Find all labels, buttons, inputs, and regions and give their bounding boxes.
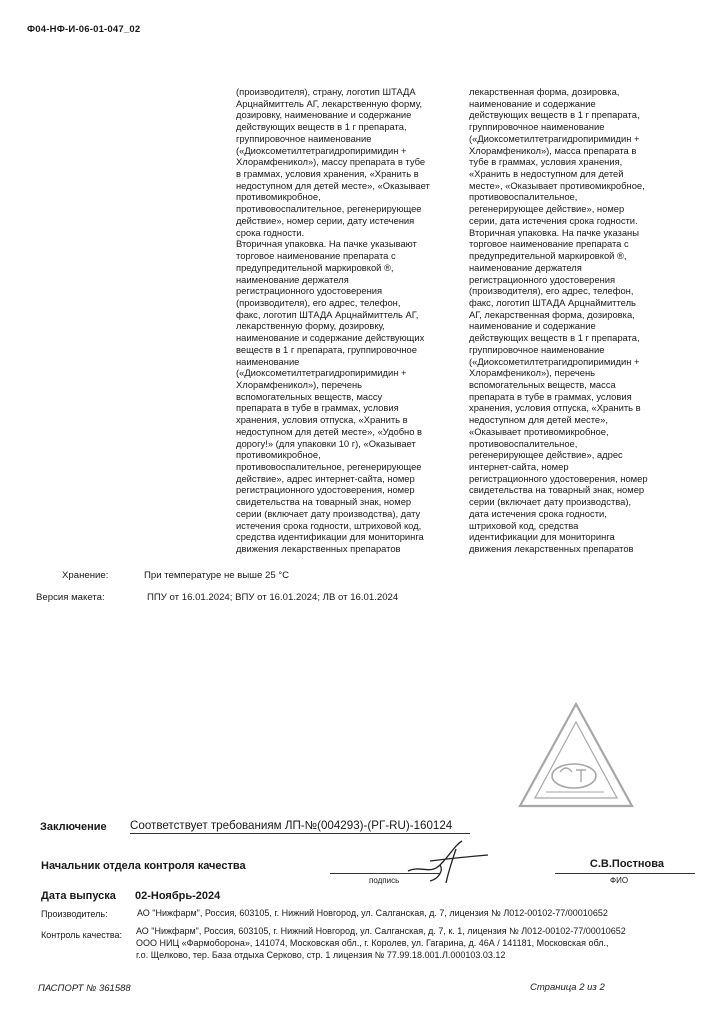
text-line: действующих веществ в 1 г препарата, bbox=[469, 332, 640, 344]
text-line: недоступном для детей месте», bbox=[469, 414, 608, 426]
otk-stamp-icon bbox=[516, 700, 636, 812]
text-line: недоступном для детей месте», «Оказывает bbox=[236, 179, 430, 191]
text-line: наименование и содержание действующих bbox=[236, 332, 425, 344]
fio-line bbox=[555, 873, 695, 874]
text-line: регистрационного удостоверения, номер bbox=[236, 484, 415, 496]
text-line: действие», номер серии, дату истечения bbox=[236, 214, 415, 226]
text-line: торговое наименование препарата с bbox=[236, 250, 396, 262]
right-column-text bbox=[469, 86, 709, 555]
text-line: дорогу!» (для упаковки 10 г), «Оказывает bbox=[236, 437, 416, 449]
text-line: регистрационного удостоверения bbox=[469, 273, 616, 285]
text-line: штриховой код, средства bbox=[469, 519, 579, 531]
manufacturer-value: АО "Нижфарм", Россия, 603105, г. Нижний Новгород, ул. Салганская, д. 7, лицензия № Л012-00102-77/00010652 bbox=[137, 908, 608, 918]
page-number: Страница 2 из 2 bbox=[530, 982, 605, 993]
left-column-text bbox=[236, 86, 476, 555]
quality-control-label: Контроль качества: bbox=[41, 930, 123, 940]
text-line: дозировку, наименование и содержание bbox=[236, 109, 412, 121]
passport-number: ПАСПОРТ № 361588 bbox=[38, 983, 131, 994]
text-line: Вторичная упаковка. На пачке указывают bbox=[236, 238, 417, 250]
text-line: наименование и содержание bbox=[469, 97, 596, 109]
signature-label: подпись bbox=[369, 876, 400, 885]
text-line: Вторичная упаковка. На пачке указаны bbox=[469, 226, 639, 238]
text-line: регенерирующее действие», адрес bbox=[469, 449, 623, 461]
text-line: «Хранить в недоступном для детей bbox=[469, 168, 624, 180]
signer-name: С.В.Постнова bbox=[589, 858, 664, 870]
text-line: действующих веществ в 1 г препарата, bbox=[469, 109, 640, 121]
text-line: торговое наименование препарата с bbox=[469, 238, 629, 250]
text-line: действующих веществ в 1 г препарата, bbox=[236, 121, 407, 133]
text-line: группировочное наименование bbox=[236, 132, 372, 144]
text-line: регистрационного удостоверения bbox=[236, 285, 383, 297]
text-line: наименование bbox=[236, 355, 300, 367]
text-line: факс, логотип ШТАДА Арцнаймиттель АГ, bbox=[236, 308, 419, 320]
text-line: препарата в тубе в граммах, условия bbox=[469, 390, 632, 402]
text-line: идентификации для мониторинга bbox=[469, 531, 615, 543]
text-line: («Диоксометилтетрагидропиримидин + bbox=[236, 144, 407, 156]
text-line: Хлорамфеникол»), перечень bbox=[236, 378, 363, 390]
text-line: Арцнаймиттель АГ, лекарственную форму, bbox=[236, 97, 423, 109]
text-line: группировочное наименование bbox=[469, 343, 605, 355]
text-line: АГ, лекарственная форма, дозировка, bbox=[469, 308, 635, 320]
text-line: действие», адрес интернет-сайта, номер bbox=[236, 472, 415, 484]
conclusion-label: Заключение bbox=[40, 821, 107, 833]
text-line: наименование держателя bbox=[236, 273, 349, 285]
text-line: факс, логотип ШТАДА Арцнаймиттель bbox=[469, 296, 636, 308]
text-line: («Диоксометилтетрагидропиримидин + bbox=[236, 367, 407, 379]
text-line: месте», «Оказывает противомикробное, bbox=[469, 179, 645, 191]
text-line: вспомогательных веществ, масса bbox=[469, 378, 616, 390]
text-line: («Диоксометилтетрагидропиримидин + bbox=[469, 355, 640, 367]
text-line: («Диоксометилтетрагидропиримидин + bbox=[469, 132, 640, 144]
storage-label: Хранение: bbox=[62, 570, 109, 581]
text-line: «Оказывает противомикробное, bbox=[469, 425, 609, 437]
text-line: препарата в тубе в граммах, условия bbox=[236, 402, 399, 414]
text-line: противовоспалительное, регенерирующее bbox=[236, 203, 422, 215]
quality-control-line: г.о. Щелково, тер. База отдыха Серково, стр. 1 лицензия № 77.99.18.001.Л.000103.03.12 bbox=[136, 950, 506, 960]
text-line: истечения срока годности, штриховой код, bbox=[236, 519, 422, 531]
text-line: серии (включает дату производства), bbox=[469, 496, 632, 508]
text-line: дата истечения срока годности, bbox=[469, 507, 607, 519]
text-line: лекарственная форма, дозировка, bbox=[469, 86, 620, 97]
handwritten-signature bbox=[400, 835, 495, 885]
text-line: противовоспалительное, bbox=[469, 191, 578, 203]
text-line: противомикробное, bbox=[236, 191, 321, 203]
text-line: интернет-сайта, номер bbox=[469, 461, 569, 472]
text-line: вспомогательных веществ, массу bbox=[236, 390, 383, 402]
text-line: серии (включает дату производства), дату bbox=[236, 507, 421, 519]
text-line: регистрационного удостоверения, номер bbox=[469, 472, 648, 484]
issue-date-value: 02-Ноябрь-2024 bbox=[135, 890, 221, 902]
text-line: движения лекарственных препаратов bbox=[469, 543, 634, 555]
text-line: предупредительной маркировкой ®, bbox=[469, 250, 627, 262]
text-line: хранения, условия отпуска, «Хранить в bbox=[469, 402, 641, 414]
document-code: Ф04-НФ-И-06-01-047_02 bbox=[27, 24, 141, 35]
qc-head-title: Начальник отдела контроля качества bbox=[41, 860, 246, 872]
text-line: группировочное наименование bbox=[469, 121, 605, 133]
text-line: предупредительной маркировкой ®, bbox=[236, 261, 394, 273]
text-line: Хлорамфеникол»), масса препарата в bbox=[469, 144, 637, 156]
text-line: хранения, условия отпуска, «Хранить в bbox=[236, 414, 408, 426]
text-line: свидетельства на товарный знак, номер bbox=[236, 496, 412, 508]
text-line: веществ в 1 г препарата, группировочное bbox=[236, 343, 417, 355]
layout-version-label: Версия макета: bbox=[36, 592, 105, 603]
text-line: свидетельства на товарный знак, номер bbox=[469, 484, 645, 496]
text-line: противовоспалительное, регенерирующее bbox=[236, 461, 422, 472]
text-line: (производителя), его адрес, телефон, bbox=[236, 296, 401, 308]
layout-version-value: ППУ от 16.01.2024; ВПУ от 16.01.2024; ЛВ от 16.01.2024 bbox=[147, 592, 399, 603]
quality-control-line: АО "Нижфарм", Россия, 603105, г. Нижний Новгород, ул. Салганская, д. 7, к. 1, лицензия № Л012-00102-77/00010652 bbox=[136, 926, 626, 936]
text-line: Хлорамфеникол»), массу препарата в тубе bbox=[236, 156, 426, 168]
text-line: срока годности. bbox=[236, 226, 305, 238]
text-line: регенерирующее действие», номер bbox=[469, 203, 625, 215]
conclusion-value: Соответствует требованиям ЛП-№(004293)-(РГ-RU)-160124 bbox=[130, 819, 470, 834]
text-line: серии, дата истечения срока годности. bbox=[469, 214, 638, 226]
text-line: Хлорамфеникол»), перечень bbox=[469, 367, 596, 379]
text-line: (производителя), его адрес, телефон, bbox=[469, 285, 634, 297]
issue-date-label: Дата выпуска bbox=[41, 890, 116, 902]
text-line: в граммах, условия хранения, «Хранить в bbox=[236, 168, 419, 180]
text-line: средства идентификации для мониторинга bbox=[236, 531, 424, 543]
text-line: лекарственную форму, дозировку, bbox=[236, 320, 385, 332]
text-line: недоступном для детей месте», «Удобно в bbox=[236, 425, 423, 437]
text-line: (производителя), страну, логотип ШТАДА bbox=[236, 86, 416, 97]
fio-label: ФИО bbox=[610, 876, 629, 885]
text-line: наименование и содержание bbox=[469, 320, 596, 332]
text-line: наименование держателя bbox=[469, 261, 582, 273]
text-line: противовоспалительное, bbox=[469, 437, 578, 449]
text-line: движения лекарственных препаратов bbox=[236, 543, 401, 555]
text-line: тубе в граммах, условия хранения, bbox=[469, 156, 623, 168]
manufacturer-label: Производитель: bbox=[41, 909, 108, 919]
storage-value: При температуре не выше 25 °C bbox=[144, 570, 290, 581]
quality-control-line: ООО НИЦ «Фармоборона», 141074, Московская обл., г. Королев, ул. Гагарина, д. 46А / 141181, Московская обл., bbox=[136, 938, 609, 948]
text-line: противомикробное, bbox=[236, 449, 321, 461]
